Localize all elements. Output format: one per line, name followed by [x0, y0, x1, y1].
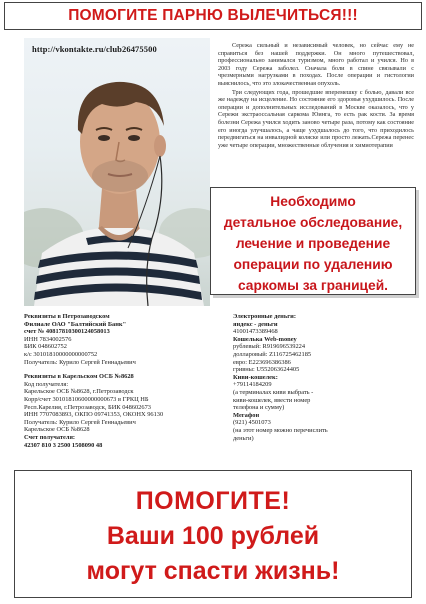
- webmoney-label: Кошелька Web-money: [233, 335, 297, 343]
- appeal-line: могут спасти жизнь!: [86, 557, 340, 585]
- qiwi-label: Киви-кошелек:: [233, 373, 278, 381]
- webmoney-rub: рублевый: R919696539224: [233, 343, 306, 351]
- story-text: [218, 42, 414, 150]
- bank1-account: счет № 40817810300124058013: [24, 328, 110, 336]
- yandex-number: 41001473389468: [233, 328, 278, 336]
- megafon-label: Мегафон: [233, 411, 260, 419]
- megafon-number: (921) 4501073: [233, 419, 271, 427]
- bank2-line: Получатель: Курило Сергей Геннадьевич: [24, 418, 136, 426]
- emoney-title: Электронные деньги:: [233, 313, 296, 320]
- portrait-photo: [24, 38, 210, 306]
- story-paragraph: Три следующих года, прошедшие вперемешку с болью, давали все же надежду на исцеление. Но состояние его здоровья ухудшилось. После операции и дополнительных исследований в Москве оказалось, что у Сережи экстраоссальная саркома Юинга, то есть рак кости. За время болезни Сережа учился ходить заново четыре раза, потому как состояние его иногда улучшалось, а чаще ухудшалось до того, что приходилось передвигаться на инвалидной коляске или просто лежать.Сережа перенес уже четыре операции, множественные облучения и химиотерапии: [218, 88, 414, 149]
- webmoney-usd: долларовый: Z116725462185: [233, 350, 312, 358]
- webmoney-uah: гривны: U552063624405: [233, 366, 300, 374]
- bank2-line: ИНН 7707083893, ОКПО 09741353, ОКОНХ 96130: [24, 411, 164, 419]
- megafon-note: деньги): [233, 434, 254, 442]
- bank2-line: Корр/счет 30101810600000000673 в ГРКЦ НБ: [24, 395, 149, 403]
- appeal-line: Ваши 100 рублей: [106, 522, 320, 550]
- appeal-box: [14, 470, 412, 598]
- bank2-line: Карельское ОСБ №8628: [24, 426, 90, 434]
- bank2-account-label: Счет получателя:: [24, 433, 76, 441]
- bank1-bik: БИК 048602752: [24, 343, 67, 351]
- callout-line: саркомы за границей.: [237, 278, 389, 293]
- bank2-line: Респ.Карелия, г.Петрозаводск, БИК 048602673: [24, 403, 151, 411]
- electronic-money: [233, 313, 413, 442]
- yandex-label: яндекс - деньги: [233, 320, 278, 328]
- qiwi-note: телефона и сумму): [233, 404, 285, 412]
- page-title: ПОМОГИТЕ ПАРНЮ ВЫЛЕЧИТЬСЯ!!!: [4, 2, 422, 30]
- webmoney-eur: евро: E223696386386: [233, 358, 291, 366]
- megafon-note: (на этот номер можно перечислить: [233, 426, 328, 434]
- treatment-callout: [210, 187, 416, 295]
- qiwi-note: (а терминалах киви выбрать -: [233, 388, 314, 396]
- bank2-line: Карельское ОСБ №8628, г.Петрозаводск: [24, 388, 134, 396]
- bank1-recipient: Получатель: Курило Сергей Геннадьевич: [24, 358, 136, 366]
- bank2-title: Реквизиты в Карельском ОСБ №8628: [24, 373, 134, 381]
- qiwi-number: +79114184209: [233, 381, 272, 389]
- bank-details: [24, 313, 214, 449]
- callout-line: Необходимо: [270, 194, 356, 209]
- qiwi-note: киви-кошелек, ввести номер: [233, 396, 311, 404]
- portrait-illustration: [24, 38, 210, 306]
- bank2-line: Код получателя:: [24, 380, 69, 388]
- bank1-branch: Филиале ОАО "Балтийский Банк": [24, 320, 127, 328]
- callout-line: операции по удалению: [233, 257, 393, 272]
- bank1-inn: ИНН 7834002576: [24, 335, 72, 343]
- appeal-heading: ПОМОГИТЕ!: [135, 487, 291, 515]
- bank1-title: Реквизиты в Петрозаводском: [24, 313, 110, 320]
- bank2-account: 42307 810 3 2500 1508090 48: [24, 441, 103, 449]
- group-url[interactable]: http://vkontakte.ru/club26475500: [32, 44, 157, 54]
- callout-line: детальное обследование,: [223, 215, 403, 230]
- callout-line: лечение и проведение: [235, 236, 391, 251]
- bank1-ks: к/с 30101810000000000752: [24, 350, 98, 358]
- story-paragraph: Сережа сильный и независимый человек, но сейчас ему не справиться без нашей поддержки. Он много путешествовал, профессионально занимался туризмом, много работал и учился. Но в 2003 году Сережа заболел. Сначала боли в спине связывали с чрезмерными нагрузками в походах. После операции и гистологии выяснилось, что это злокачественная опухоль.: [218, 42, 414, 87]
